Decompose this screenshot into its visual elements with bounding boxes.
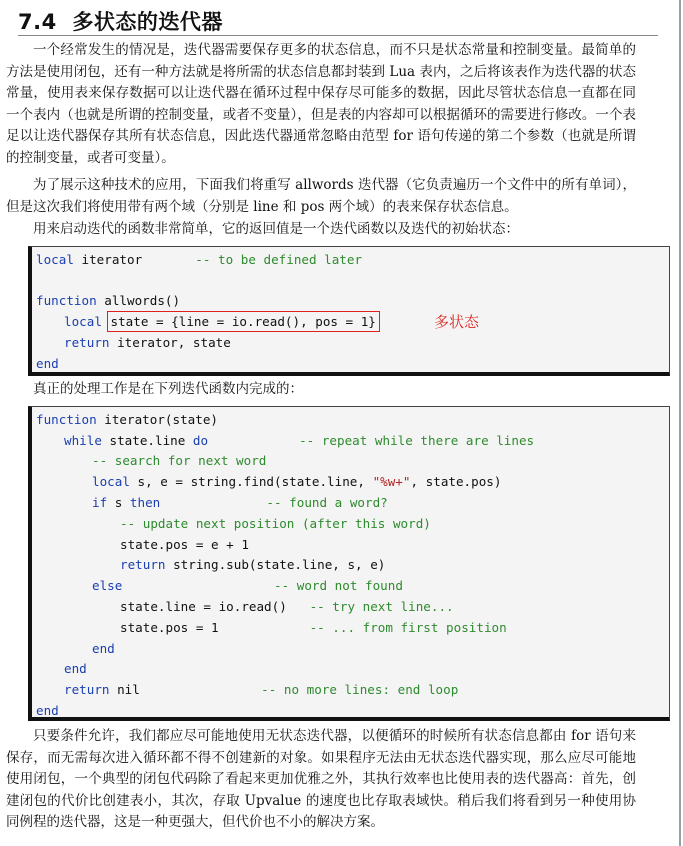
paragraph-intro: 一个经常发生的情况是，迭代器需要保存更多的状态信息，而不只是状态常量和控制变量。最简单的方法是使用闭包，还有一种方法就是将所需的状态信息都封装到 Lua 表内，之后将该表作为迭代器的状态常量，使用表来保存数据可以让迭代器在循环过程中保存尽可能多的数据，因此尽管状态信息一直都在同一个表内（也就是所谓的控制变量，或者不变量），但是表的内容却可以根据循环的需要进行修改。一个表足以让迭代器保存其所有状态信息，因此迭代器通常忽略由范型 for 语句传递的第二个参数（也就是所谓的控制变量，或者可变量）。 (6, 42, 636, 166)
paragraph-conclusion: 只要条件允许，我们都应尽可能地使用无状态迭代器，以便循环的时候所有状态信息都由 for 语句来保存，而无需每次进入循环都不得不创建新的对象。如果程序无法由无状态迭代器实现，那么应尽可能地使用闭包，一个典型的闭包代码除了看起来更加优雅之外，其执行效率也比使用表的迭代器高：首先，创建闭包的代价比创建表小，其次，存取 Upvalue 的速度也比存取表域快。稍后我们将看到另一种使用协同例程的迭代器，这是一种更强大，但代价也不小的解决方案。 (6, 728, 636, 830)
code-line: state.line = io.read() -- try next line... (120, 599, 454, 614)
code-line: -- search for next word (92, 453, 267, 468)
code-line: state.pos = e + 1 (120, 537, 249, 552)
heading-rule (18, 35, 658, 36)
highlighted-state-table: state = {line = io.read(), pos = 1} (107, 311, 380, 332)
code-line: local iterator -- to be defined later (36, 252, 363, 267)
code-line: end (36, 356, 59, 371)
paragraph-allwords: 为了展示这种技术的应用，下面我们将重写 allwords 迭代器（它负责遍历一个文件中的所有单词），但是这次我们将使用带有两个域（分别是 line 和 pos 两个域）的表来保存状态信息。 (6, 177, 636, 215)
code-line: else -- word not found (92, 578, 403, 593)
code-line: end (92, 641, 115, 656)
section-title: 多状态的迭代器 (72, 10, 223, 34)
annotation-multi-state: 多状态 (434, 313, 480, 331)
paragraph-start-function: 用来启动迭代的函数非常简单，它的返回值是一个迭代函数以及迭代的初始状态： (33, 221, 519, 237)
code-line: if s then -- found a word? (92, 495, 388, 510)
code-block-allwords (28, 246, 670, 376)
code-line: while state.line do -- repeat while there are lines (64, 433, 535, 448)
code-line: local s, e = string.find(state.line, "%w+", state.pos) (92, 474, 502, 489)
section-number: 7.4 (18, 10, 57, 34)
code-line: local state = {line = io.read(), pos = 1} (64, 312, 380, 332)
code-block-iterator (28, 406, 670, 721)
code-line: state.pos = 1 -- ... from first position (120, 620, 507, 635)
code-line: function allwords() (36, 293, 181, 308)
section-heading (18, 6, 223, 36)
page-edge-rule (679, 0, 681, 846)
code-line: return string.sub(state.line, s, e) (120, 557, 386, 572)
code-line: -- update next position (after this word) (120, 516, 431, 531)
code-line: return nil -- no more lines: end loop (64, 682, 459, 697)
code-line: return iterator, state (64, 335, 231, 350)
paragraph-iterator-intro: 真正的处理工作是在下列迭代函数内完成的： (33, 381, 303, 397)
code-line: function iterator(state) (36, 412, 218, 427)
code-line: end (36, 703, 59, 718)
code-line: end (64, 661, 87, 676)
